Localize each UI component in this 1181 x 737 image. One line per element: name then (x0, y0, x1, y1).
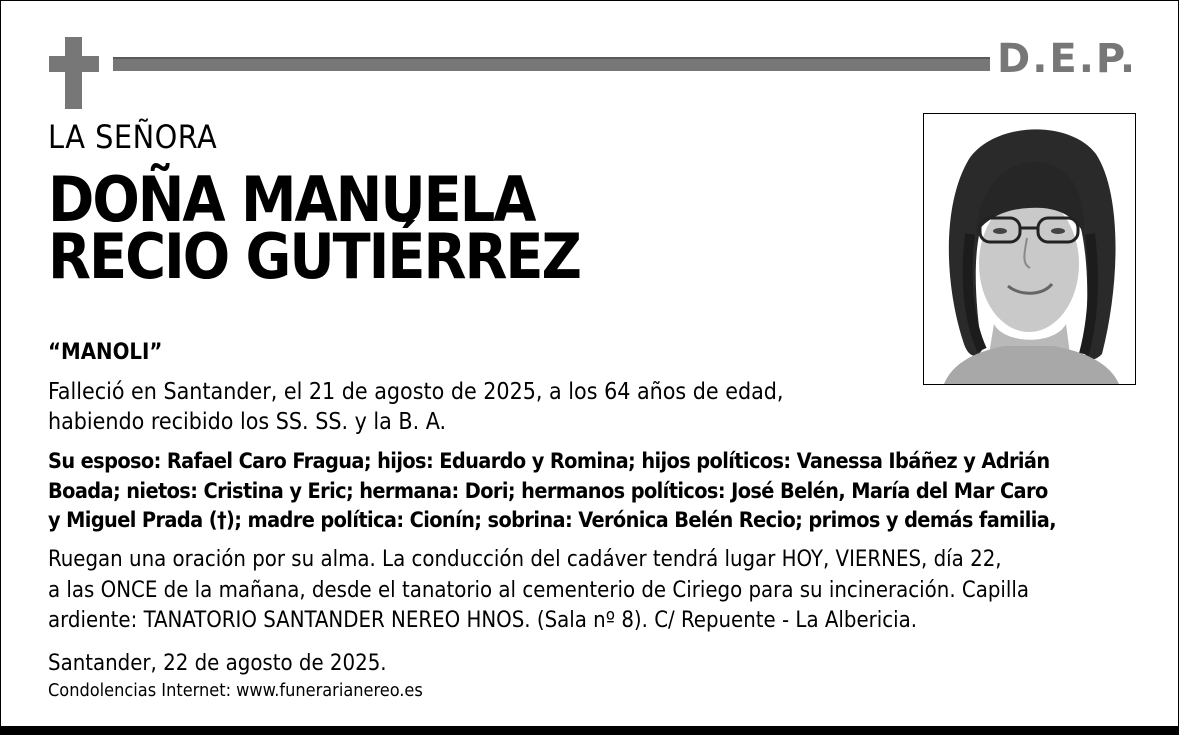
header-rule (113, 57, 990, 71)
service-details (48, 545, 1158, 637)
family-line: Boada; nietos: Cristina y Eric; hermana: Dori; hermanos políticos: José Belén, María del Mar Caro (48, 478, 1048, 504)
dateline: Santander, 22 de agosto de 2025. (48, 651, 387, 676)
dep-label: D.E.P. (997, 36, 1138, 82)
family-line: y Miguel Prada (†); madre política: Cionín; sobrina: Verónica Belén Recio; primos y demás familia, (48, 508, 1056, 533)
service-line: Ruegan una oración por su alma. La conducción del cadáver tendrá lugar HOY, VIERNES, día 22, (48, 547, 1002, 572)
name-line-1: DOÑA MANUELA (48, 163, 535, 236)
bottom-bar (1, 726, 1178, 734)
portrait-illustration (924, 114, 1135, 384)
name-line-2: RECIO GUTIÉRREZ (48, 220, 580, 293)
death-details (48, 377, 908, 437)
family-line: Su esposo: Rafael Caro Fragua; hijos: Eduardo y Romina; hijos políticos: Vanessa Ibáñez y Adrián (48, 449, 1050, 474)
cross-icon (49, 37, 99, 109)
family-list (48, 447, 1158, 536)
service-line: a las ONCE de la mañana, desde el tanatorio al cementerio de Ciriego para su incineración. Capilla (48, 577, 1030, 603)
portrait-photo (923, 113, 1136, 385)
title-prefix: LA SEÑORA (48, 118, 218, 156)
condolences-website: Condolencias Internet: www.funerarianereo.es (48, 680, 423, 701)
service-line: ardiente: TANATORIO SANTANDER NEREO HNOS. (Sala nº 8). C/ Repuente - La Albericia. (48, 608, 918, 633)
death-line: Falleció en Santander, el 21 de agosto de 2025, a los 64 años de edad, (48, 379, 784, 405)
nickname: “MANOLI” (48, 340, 163, 365)
deceased-name (48, 163, 580, 293)
death-line: habiendo recibido los SS. SS. y la B. A. (48, 409, 447, 435)
